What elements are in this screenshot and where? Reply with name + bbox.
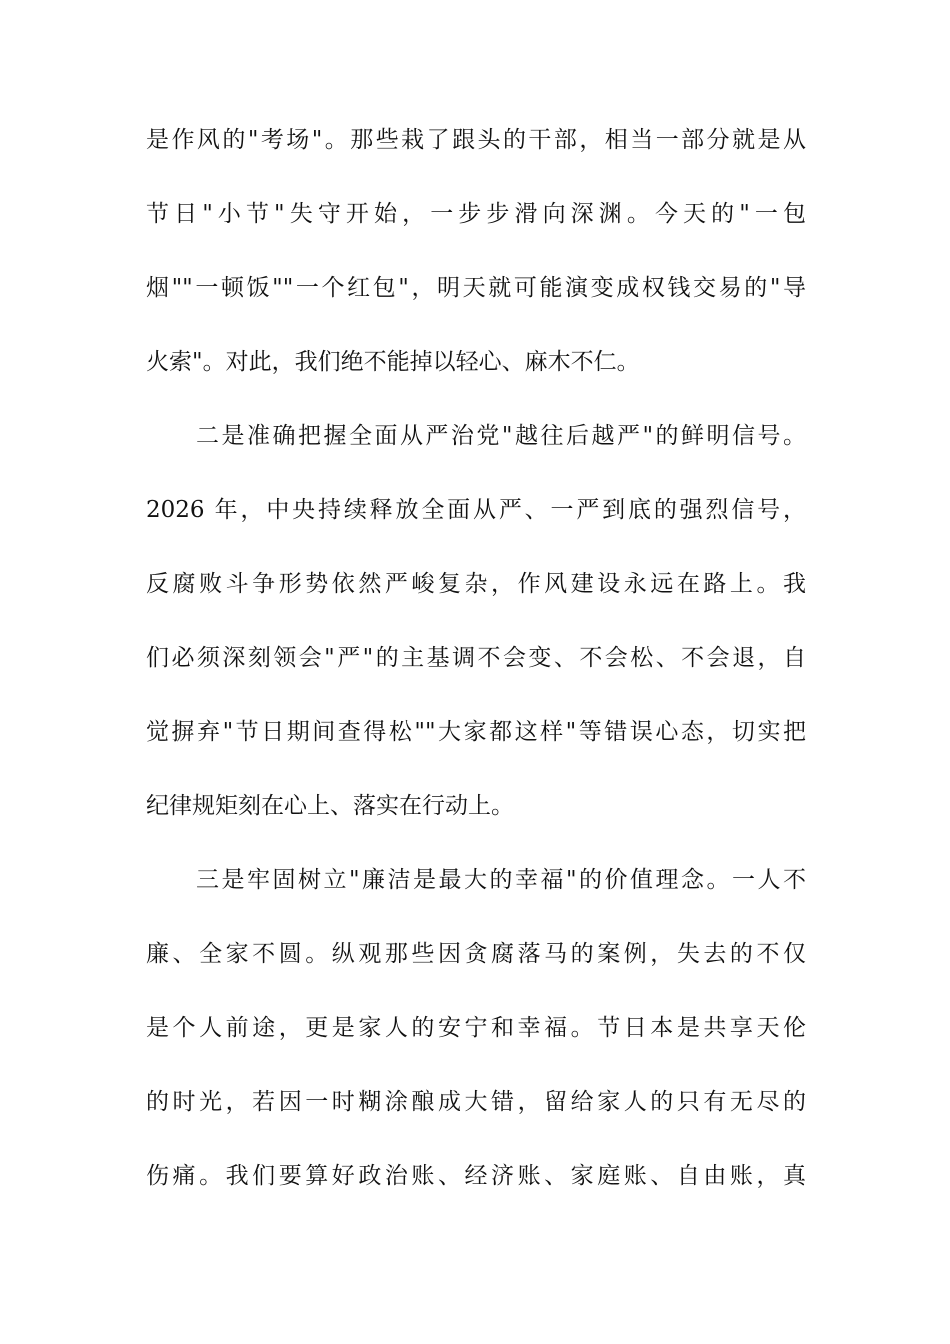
body-text-line: 的时光，若因一时糊涂酿成大错，留给家人的只有无尽的 [146,1089,806,1115]
body-text-line: 火索"。对此，我们绝不能掉以轻心、麻木不仁。 [146,349,640,375]
body-text-line: 2026 年，中央持续释放全面从严、一严到底的强烈信号， [146,497,806,523]
body-text-line: 纪律规矩刻在心上、落实在行动上。 [146,793,514,819]
body-text-line: 廉、全家不圆。纵观那些因贪腐落马的案例，失去的不仅 [146,941,806,967]
body-text-line: 们必须深刻领会"严"的主基调不会变、不会松、不会退，自 [146,645,806,671]
body-text-line: 是作风的"考场"。那些栽了跟头的干部，相当一部分就是从 [146,127,806,153]
body-text-line: 伤痛。我们要算好政治账、经济账、家庭账、自由账，真 [146,1163,806,1189]
paragraph-start-line: 三是牢固树立"廉洁是最大的幸福"的价值理念。一人不 [196,867,806,893]
body-text-line: 节日"小节"失守开始，一步步滑向深渊。今天的"一包 [146,201,806,227]
body-text-line: 是个人前途，更是家人的安宁和幸福。节日本是共享天伦 [146,1015,806,1041]
body-text-line: 反腐败斗争形势依然严峻复杂，作风建设永远在路上。我 [146,571,806,597]
paragraph-start-line: 二是准确把握全面从严治党"越往后越严"的鲜明信号。 [196,423,806,449]
body-text-line: 觉摒弃"节日期间查得松""大家都这样"等错误心态，切实把 [146,719,806,745]
body-text-line: 烟""一顿饭""一个红包"，明天就可能演变成权钱交易的"导 [146,275,806,301]
